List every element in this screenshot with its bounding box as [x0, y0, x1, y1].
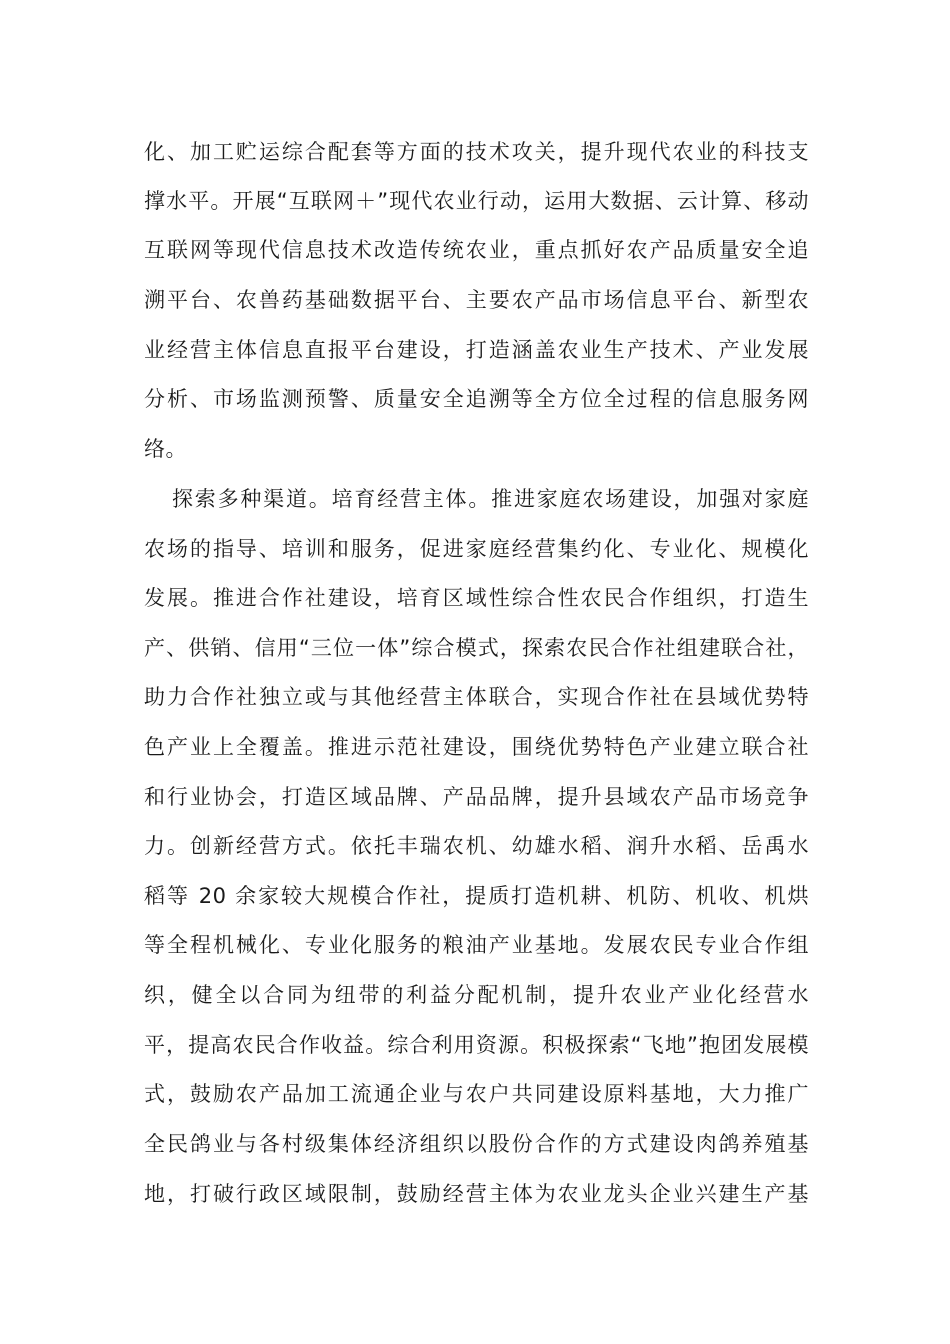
text-line: 助力合作社独立或与其他经营主体联合，实现合作社在县域优势特 — [144, 685, 809, 709]
text-line: 等全程机械化、专业化服务的粮油产业基地。发展农民专业合作组 — [144, 933, 809, 957]
text-line: 农场的指导、培训和服务，促进家庭经营集约化、专业化、规模化 — [144, 537, 809, 561]
text-line: 色产业上全覆盖。推进示范社建设，围绕优势特色产业建立联合社 — [144, 735, 809, 759]
text-line: 分析、市场监测预警、质量安全追溯等全方位全过程的信息服务网 — [144, 387, 809, 411]
text-line: 溯平台、农兽药基础数据平台、主要农产品市场信息平台、新型农 — [144, 288, 809, 312]
text-line: 撑水平。开展“互联网＋”现代农业行动，运用大数据、云计算、移动 — [144, 189, 809, 213]
text-line: 织，健全以合同为纽带的利益分配机制，提升农业产业化经营水 — [144, 983, 809, 1007]
text-line: 地，打破行政区域限制，鼓励经营主体为农业龙头企业兴建生产基 — [144, 1182, 809, 1206]
text-line: 业经营主体信息直报平台建设，打造涵盖农业生产技术、产业发展 — [144, 338, 809, 362]
text-line: 全民鸽业与各村级集体经济组织以股份合作的方式建设肉鸽养殖基 — [144, 1132, 809, 1156]
text-line: 平，提高农民合作收益。综合利用资源。积极探索“飞地”抱团发展模 — [144, 1033, 809, 1057]
text-line: 稻等 20 余家较大规模合作社，提质打造机耕、机防、机收、机烘 — [144, 884, 809, 908]
text-line: 化、加工贮运综合配套等方面的技术攻关，提升现代农业的科技支 — [144, 140, 809, 164]
text-line: 互联网等现代信息技术改造传统农业，重点抓好农产品质量安全追 — [144, 238, 809, 262]
text-line: 发展。推进合作社建设，培育区域性综合性农民合作组织，打造生 — [144, 586, 809, 610]
text-line: 式，鼓励农产品加工流通企业与农户共同建设原料基地，大力推广 — [144, 1082, 809, 1106]
text-line: 力。创新经营方式。依托丰瑞农机、幼雄水稻、润升水稻、岳禹水 — [144, 834, 809, 858]
text-line: 和行业协会，打造区域品牌、产品品牌，提升县域农产品市场竞争 — [144, 785, 809, 809]
text-line: 络。 — [144, 437, 187, 461]
text-line: 产、供销、信用“三位一体”综合模式，探索农民合作社组建联合社， — [144, 636, 809, 660]
paragraph-first-line: 探索多种渠道。培育经营主体。推进家庭农场建设，加强对家庭 — [172, 487, 809, 511]
